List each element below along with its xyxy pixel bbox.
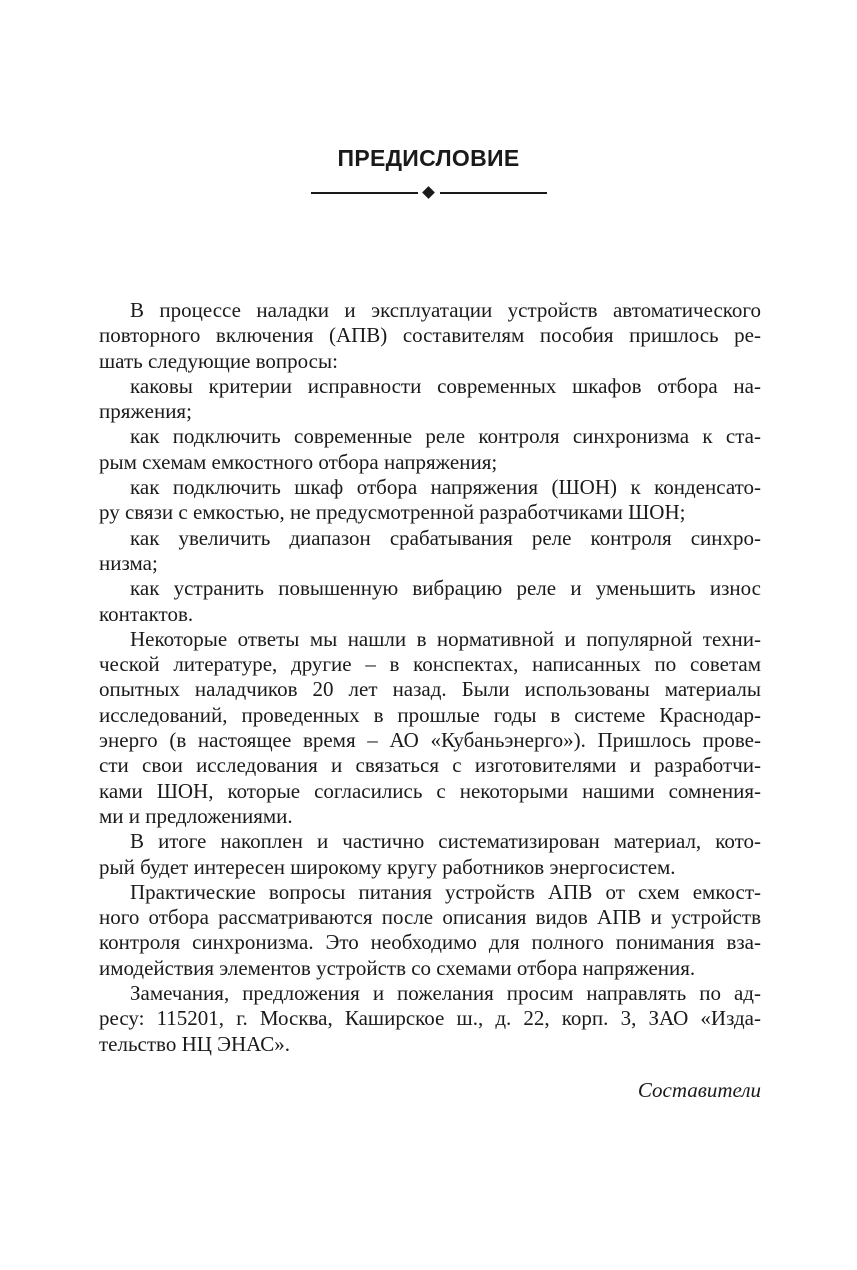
paragraph bbox=[99, 880, 761, 981]
paragraph bbox=[99, 475, 761, 526]
text-line: ру связи с емкостью, не предусмотренной разработчиками ШОН; bbox=[99, 500, 686, 525]
text-line: имодействия элементов устройств со схемами отбора напряжения. bbox=[99, 955, 696, 980]
paragraph bbox=[99, 627, 761, 829]
text-line: пряжения; bbox=[99, 399, 192, 424]
text-line: как подключить современные реле контроля синхронизма к ста- bbox=[130, 424, 761, 449]
text-line: опытных наладчиков 20 лет назад. Были использованы материалы bbox=[99, 677, 761, 702]
text-line: контроля синхронизма. Это необходимо для полного понимания вза- bbox=[99, 930, 761, 955]
signature: Составители bbox=[637, 1078, 761, 1102]
ornament-line-right bbox=[440, 192, 547, 194]
text-line: как увеличить диапазон срабатывания реле контроля синхро- bbox=[130, 525, 761, 550]
text-line: Некоторые ответы мы нашли в нормативной и популярной техни- bbox=[130, 626, 761, 651]
text-line: как подключить шкаф отбора напряжения (ШОН) к конденсато- bbox=[130, 475, 761, 500]
text-line: В итоге накоплен и частично систематизирован материал, кото- bbox=[130, 829, 761, 854]
title-ornament bbox=[311, 186, 547, 200]
text-line: шать следующие вопросы: bbox=[99, 348, 338, 373]
text-line: сти свои исследования и связаться с изготовителями и разработчи- bbox=[99, 753, 761, 778]
text-line: рый будет интересен широкому кругу работников энергосистем. bbox=[99, 854, 676, 879]
paragraph bbox=[99, 829, 761, 880]
text-line: рым схемам емкостного отбора напряжения; bbox=[99, 449, 498, 474]
text-line: каковы критерии исправности современных шкафов отбора на- bbox=[130, 373, 761, 398]
text-line: Замечания, предложения и пожелания просим направлять по ад- bbox=[130, 981, 761, 1006]
text-line: энерго (в настоящее время – АО «Кубаньэнерго»). Пришлось прове- bbox=[99, 728, 761, 753]
paragraph bbox=[99, 424, 761, 475]
page-title: ПРЕДИСЛОВИЕ bbox=[337, 145, 520, 171]
paragraph bbox=[99, 981, 761, 1057]
ornament-line-left bbox=[311, 192, 418, 194]
paragraph bbox=[99, 298, 761, 374]
text-line: тельство НЦ ЭНАС». bbox=[99, 1031, 291, 1056]
text-line: исследований, проведенных в прошлые годы в системе Краснодар- bbox=[99, 702, 761, 727]
text-line: Практические вопросы питания устройств АПВ от схем емкост- bbox=[130, 879, 761, 904]
text-line: повторного включения (АПВ) составителям пособия пришлось ре- bbox=[99, 323, 761, 348]
text-line: контактов. bbox=[99, 601, 194, 626]
preface-body bbox=[99, 298, 761, 1057]
text-line: ческой литературе, другие – в конспектах, написанных по советам bbox=[99, 652, 761, 677]
text-line: низма; bbox=[99, 550, 158, 575]
text-line: ного отбора рассматриваются после описания видов АПВ и устройств bbox=[99, 905, 761, 930]
paragraph bbox=[99, 374, 761, 425]
text-line: ками ШОН, которые согласились с некоторыми нашими сомнения- bbox=[99, 778, 761, 803]
text-line: как устранить повышенную вибрацию реле и уменьшить износ bbox=[130, 576, 761, 601]
diamond-icon bbox=[422, 186, 435, 199]
paragraph bbox=[99, 526, 761, 577]
text-line: В процессе наладки и эксплуатации устройств автоматического bbox=[130, 298, 761, 322]
text-line: ресу: 115201, г. Москва, Каширское ш., д. 22, корп. 3, ЗАО «Изда- bbox=[99, 1006, 761, 1031]
text-line: ми и предложениями. bbox=[99, 803, 293, 828]
paragraph bbox=[99, 576, 761, 627]
